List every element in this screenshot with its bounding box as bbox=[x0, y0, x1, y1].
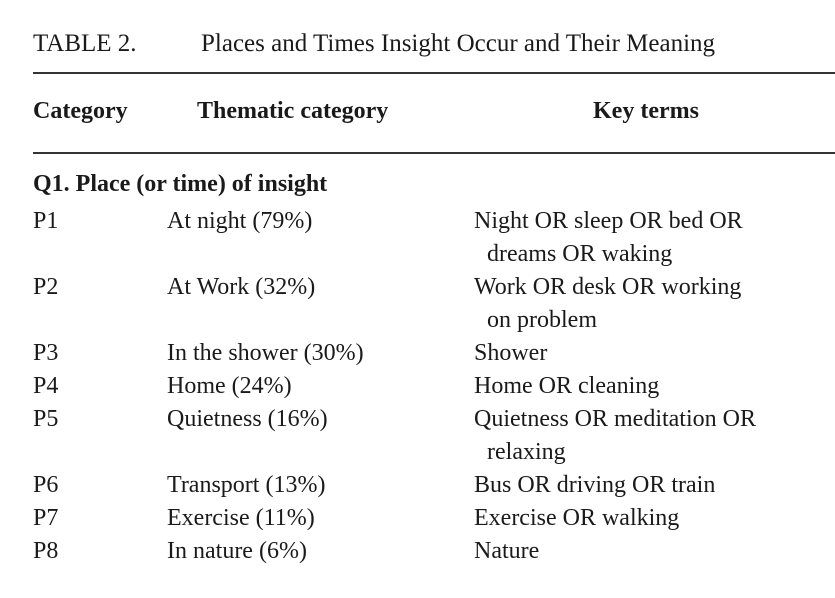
row-code: P2 bbox=[33, 274, 59, 300]
row-theme: In nature (6%) bbox=[167, 538, 307, 564]
row-key-terms bbox=[474, 205, 826, 271]
row-theme: Exercise (11%) bbox=[167, 505, 315, 531]
row-key-terms bbox=[474, 337, 826, 370]
row-key-terms bbox=[474, 469, 826, 502]
key-terms-line: dreams OR waking bbox=[487, 241, 673, 267]
row-key-terms bbox=[474, 502, 826, 535]
table-body bbox=[0, 205, 835, 568]
header-key-terms: Key terms bbox=[593, 98, 699, 124]
section-heading: Q1. Place (or time) of insight bbox=[33, 171, 328, 197]
row-theme: Quietness (16%) bbox=[167, 406, 328, 432]
key-terms-line: Quietness OR meditation OR bbox=[474, 406, 756, 432]
table-label: TABLE 2. bbox=[33, 30, 137, 57]
row-code: P6 bbox=[33, 472, 59, 498]
key-terms-line: Work OR desk OR working bbox=[474, 274, 742, 300]
row-code: P7 bbox=[33, 505, 59, 531]
header-category: Category bbox=[33, 98, 128, 124]
key-terms-line: Exercise OR walking bbox=[474, 505, 680, 531]
table-row bbox=[0, 469, 835, 502]
key-terms-line: Nature bbox=[474, 538, 540, 564]
header-rule bbox=[33, 152, 835, 154]
table-row bbox=[0, 271, 835, 337]
row-key-terms bbox=[474, 403, 826, 469]
table-caption bbox=[33, 30, 715, 58]
row-key-terms bbox=[474, 535, 826, 568]
key-terms-line: Night OR sleep OR bed OR bbox=[474, 208, 743, 234]
key-terms-line: relaxing bbox=[487, 439, 566, 465]
row-key-terms bbox=[474, 370, 826, 403]
key-terms-line: on problem bbox=[487, 307, 597, 333]
row-theme: In the shower (30%) bbox=[167, 340, 364, 366]
row-code: P4 bbox=[33, 373, 59, 399]
row-code: P3 bbox=[33, 340, 59, 366]
row-code: P8 bbox=[33, 538, 59, 564]
header-thematic-category: Thematic category bbox=[197, 98, 389, 124]
row-theme: Home (24%) bbox=[167, 373, 292, 399]
key-terms-line: Bus OR driving OR train bbox=[474, 472, 716, 498]
key-terms-line: Home OR cleaning bbox=[474, 373, 660, 399]
top-rule bbox=[33, 72, 835, 74]
table-row bbox=[0, 337, 835, 370]
table-row bbox=[0, 403, 835, 469]
row-theme: At night (79%) bbox=[167, 208, 313, 234]
key-terms-line: Shower bbox=[474, 340, 548, 366]
table-row bbox=[0, 502, 835, 535]
row-theme: At Work (32%) bbox=[167, 274, 316, 300]
row-code: P1 bbox=[33, 208, 59, 234]
row-key-terms bbox=[474, 271, 826, 337]
table-row bbox=[0, 535, 835, 568]
table-row bbox=[0, 370, 835, 403]
row-theme: Transport (13%) bbox=[167, 472, 326, 498]
table-title: Places and Times Insight Occur and Their Meaning bbox=[201, 30, 716, 57]
row-code: P5 bbox=[33, 406, 59, 432]
table-row bbox=[0, 205, 835, 271]
